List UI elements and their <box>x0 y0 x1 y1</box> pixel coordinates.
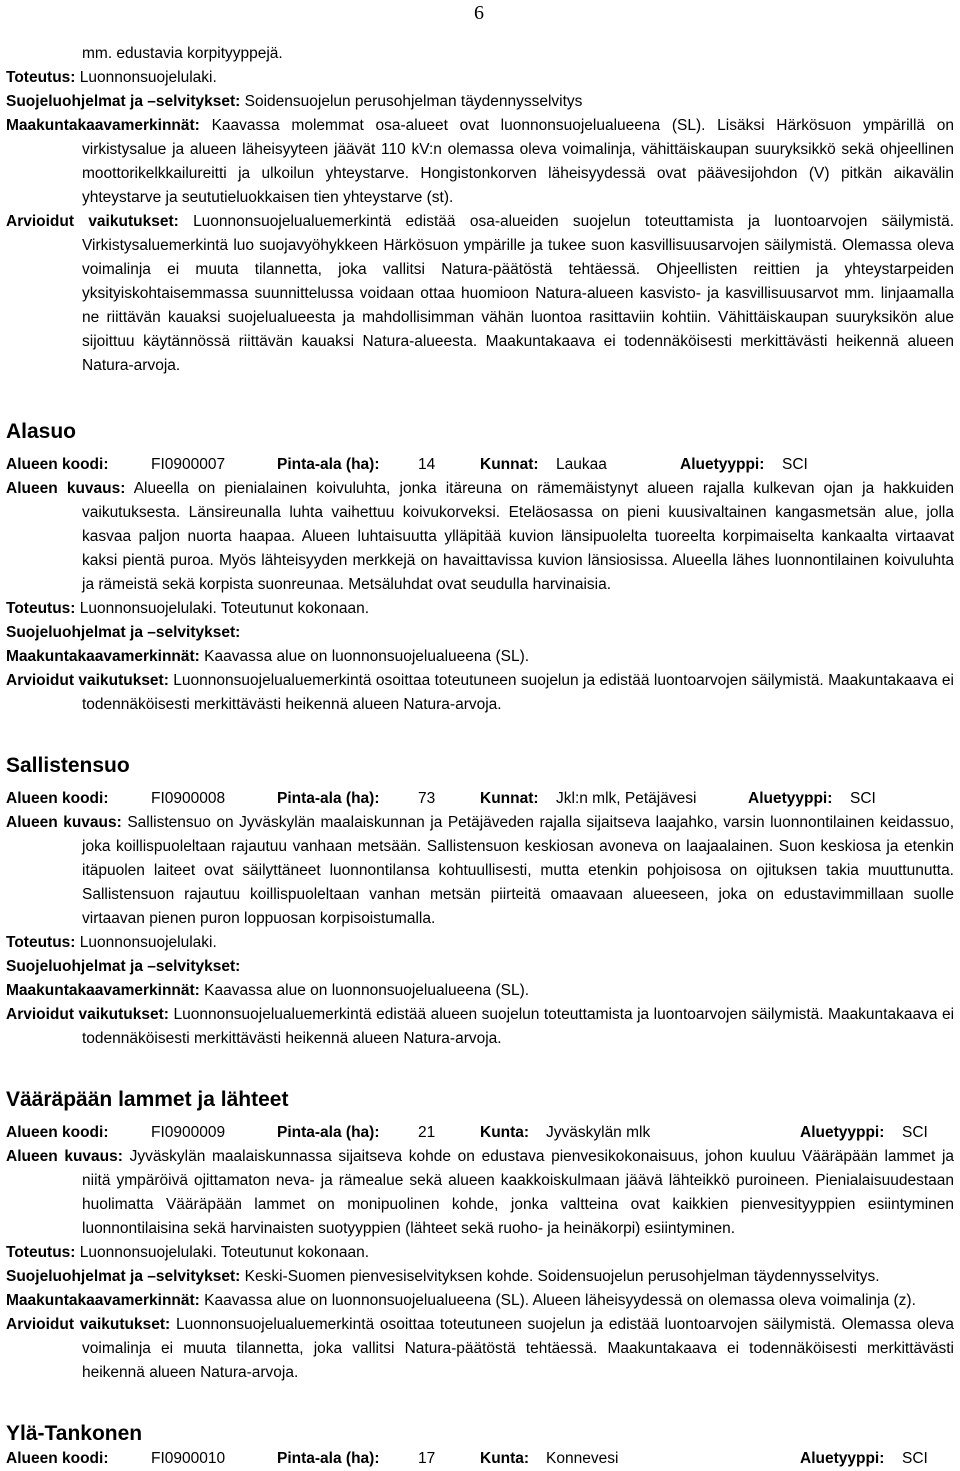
section-kuvaus-alasuo: Alueen kuvaus: Alueella on pienialainen koivuluhta, jonka itäreuna on rämemäistynyt alueen rajalla kulkevan ojan ja hakkuiden vaikutuksesta. Länsireunalla luhta vaihettuu koivukorveksi. Eteläosassa on pieni kuusivaltainen kangasmetsän alue, jolla kasvaa paljon nuorta haapaa. Alueen luhtaisuutta ylläpitää kuvion länsipuolelta tuoreelta korpimaiselta kankaalta virtaavat kaksi pientä puroa. Myös lähteisyyden merkkejä on havaittavissa kuvion länsiosissa. Alueella lähes luonnontilainen koivuluhta ja rämeistä sekä korpista suonreunaa. Metsäluhdat ovat seudulla harvinaisia. <box>6 480 955 593</box>
section-toteutus-vaarapaa: Toteutus: Luonnonsuojelulaki. Toteutunut kokonaan. <box>6 1244 370 1261</box>
section-maak-alasuo: Maakuntakaavamerkinnät: Kaavassa alue on luonnonsuojelualueena (SL). <box>6 648 530 665</box>
document-body <box>6 42 954 1471</box>
section-toteutus-alasuo: Toteutus: Luonnonsuojelulaki. Toteutunut kokonaan. <box>6 600 370 617</box>
section-suoj-sallistensuo: Suojeluohjelmat ja –selvitykset: <box>6 958 241 975</box>
intro-toteutus: Toteutus: Luonnonsuojelulaki. <box>6 69 217 86</box>
intro-maakuntakaava: Maakuntakaavamerkinnät: Kaavassa molemmat osa-alueet ovat luonnonsuojelualueena (SL). Lisäksi Härkösuon ympärillä on virkistysalue ja alueen läheisyyteen jäävät 110 kV:n olemassa oleva voimalinja, vähittäiskaupan suuryksikkö sekä ohjeellinen moottorikelkkailureitti ja ulkoilun yhteystarve. Hongistonkorven läheisyydessä ovat päävesijohdon (V) pitkän aikavälin yhteystarve ja seututieluokkaisen tien yhteystarve (st). <box>6 117 955 206</box>
section-arv-vaarapaa: Arvioidut vaikutukset: Luonnonsuojelualuemerkintä osoittaa toteutuneen suojelun ja edistää luontoarvojen säilymistä. Olemassa oleva voimalinja ei muuta tilannetta, joka vallitsi Natura-päätöstä tehtäessä. Maakuntakaava ei todennäköisesti merkittävästi heikennä alueen Natura-arvoja. <box>6 1316 955 1381</box>
section-kuvaus-vaarapaa: Alueen kuvaus: Jyväskylän maalaiskunnassa sijaitseva kohde on edustava pienvesikokonaisuus, johon kuuluu Vääräpään lammet ja niitä ympäröivä ojittamaton neva- ja rämealue sekä alueen kaakkoiskulmaan jäävä lähteikkö puroineen. Pienialaisuudestaan huolimatta Vääräpään lammet on monipuolinen kohde, jonka valtteina ovat kaikkien pienvesityyppien esiintyminen luonnontilaisina sekä harvinaisten suotyyppien (lähteet sekä ruoho- ja heinäkorpi) esiintyminen. <box>6 1148 955 1237</box>
section-suoj-alasuo: Suojeluohjelmat ja –selvitykset: <box>6 624 241 641</box>
section-meta-vaarapaa: Alueen koodi: FI0900009 Pinta-ala (ha): 21 Kunta: Jyväskylän mlk Aluetyyppi: SCI <box>6 1124 928 1141</box>
intro-suojeluohjelmat: Suojeluohjelmat ja –selvitykset: Soidensuojelun perusohjelman täydennysselvitys <box>6 93 583 110</box>
section-toteutus-sallistensuo: Toteutus: Luonnonsuojelulaki. <box>6 934 217 951</box>
section-maak-vaarapaa: Maakuntakaavamerkinnät: Kaavassa alue on luonnonsuojelualueena (SL). Alueen läheisyydessä on olemassa oleva voimalinja (z). <box>6 1292 916 1309</box>
section-title-vaarapaa: Vääräpään lammet ja lähteet <box>6 1088 289 1111</box>
section-title-sallistensuo: Sallistensuo <box>6 754 130 777</box>
section-title-yla-tankonen: Ylä-Tankonen <box>6 1422 143 1445</box>
section-suoj-vaarapaa: Suojeluohjelmat ja –selvitykset: Keski-Suomen pienvesiselvityksen kohde. Soidensuojelun perusohjelman täydennysselvitys. <box>6 1268 880 1285</box>
section-meta-alasuo: Alueen koodi: FI0900007 Pinta-ala (ha): 14 Kunnat: Laukaa Aluetyyppi: SCI <box>6 456 808 473</box>
section-kuvaus-sallistensuo: Alueen kuvaus: Sallistensuo on Jyväskylän maalaiskunnan ja Petäjäveden rajalla sijaitseva laajahko, varsin luonnontilainen keidassuo, joka koillispuoleltaan rajautuu vanhaan metsään. Sallistensuon keskiosan avoneva on laajaalainen. Suon keskiosa ja etenkin itäpuolen laiteet ovat säilyttäneet luonnontilansa kohtuullisesti, mutta etenkin pohjoisosa on ojituksen takia muuttunutta. Sallistensuon rajautuu koillispuoleltaan vanhan metsän piirteitä omaavaan alueeseen, joka on edustavimmillaan suolle virtaavan pienen puron loppuosan korpisoistumalla. <box>6 814 955 927</box>
section-maak-sallistensuo: Maakuntakaavamerkinnät: Kaavassa alue on luonnonsuojelualueena (SL). <box>6 982 530 999</box>
page-number: 6 <box>474 2 484 24</box>
section-arv-alasuo: Arvioidut vaikutukset: Luonnonsuojelualuemerkintä osoittaa toteutuneen suojelun ja edistää luontoarvojen säilymistä. Maakuntakaava ei todennäköisesti merkittävästi heikennä alueen Natura-arvoja. <box>6 672 954 713</box>
intro-continuation: mm. edustavia korpityyppejä. <box>82 45 283 62</box>
section-arv-sallistensuo: Arvioidut vaikutukset: Luonnonsuojelualuemerkintä edistää alueen suojelun toteuttamista ja luontoarvojen säilymistä. Maakuntakaava ei todennäköisesti merkittävästi heikennä alueen Natura-arvoja. <box>6 1006 955 1047</box>
intro-vaikutukset: Arvioidut vaikutukset: Luonnonsuojelualuemerkintä edistää osa-alueiden suojelun toteuttamista ja luontoarvojen säilymistä. Virkistysaluemerkintä luo suojavyöhykkeen Härkösuon ympärille ja tukee suon kasvillisuusarvojen säilymistä. Olemassa oleva voimalinja ei muuta tilannetta, joka vallitsi Natura-päätöstä tehtäessä. Ohjeellisten reittien ja yhteystarpeiden yksityiskohtaisemmassa suunnittelussa voidaan ottaa huomioon Natura-alueen kasvisto- ja kasvillisuusarvot mm. linjaamalla ne riittävän kauaksi suojelualueesta ja mahdollisimman vähän luontoa rasittaviin kohtiin. Vähittäiskaupan suuryksikön alue sijoittuu käytännössä riittävän kauaksi Natura-alueesta. Maakuntakaava ei todennäköisesti merkittävästi heikennä alueen Natura-arvoja. <box>6 213 954 374</box>
section-meta-yla-tankonen: Alueen koodi: FI0900010 Pinta-ala (ha): 17 Kunta: Konnevesi Aluetyyppi: SCI <box>6 1450 928 1467</box>
section-title-alasuo: Alasuo <box>6 420 77 443</box>
section-meta-sallistensuo: Alueen koodi: FI0900008 Pinta-ala (ha): 73 Kunnat: Jkl:n mlk, Petäjävesi Aluetyyppi: SCI <box>6 790 876 807</box>
